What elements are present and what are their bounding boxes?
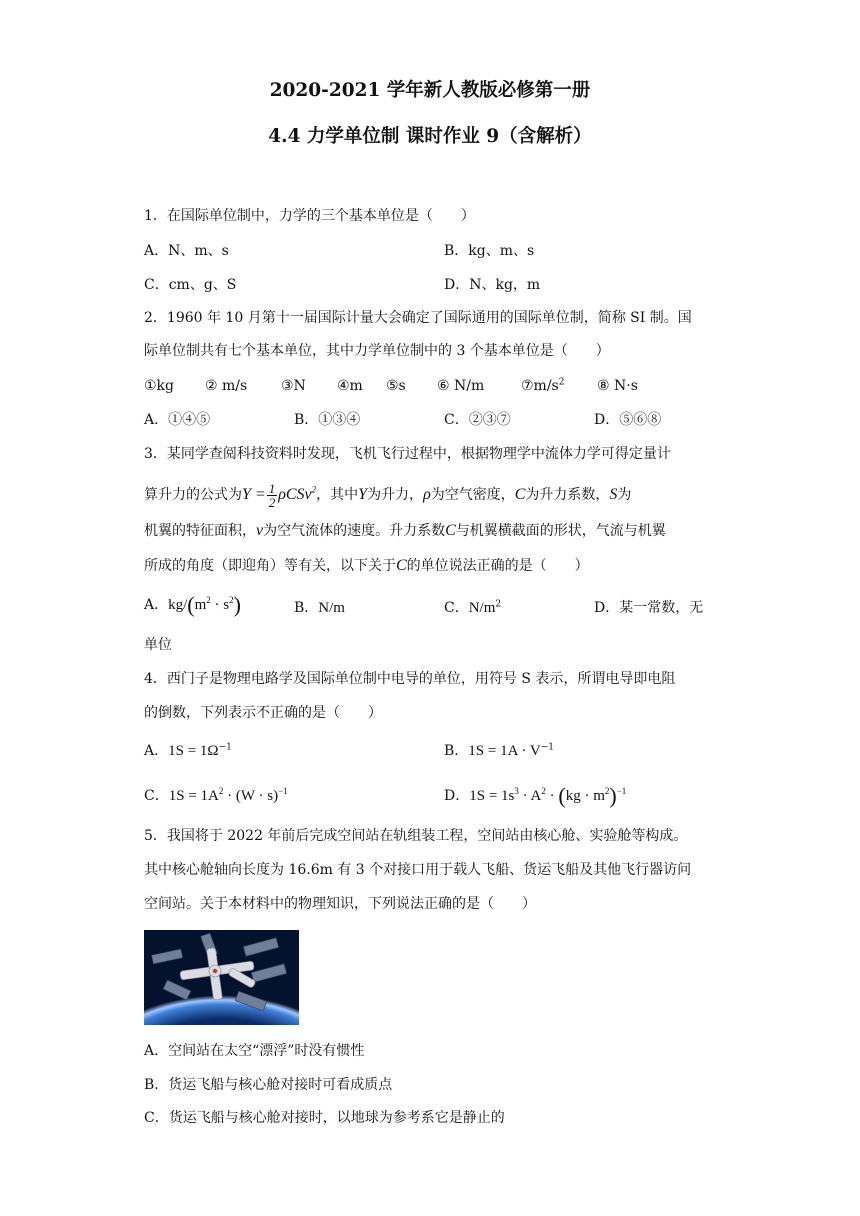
q2-unit-7: $⑦m/s^2$ [521,377,565,394]
q5-stem-line2: 其中核心舱轴向长度为 16.6m 有 3 个对接口用于载人飞船、货运飞船及其他飞行器访问 [144,862,692,878]
q4-option-a: A．$1S = 1\Omega^{-1}$ [144,742,232,759]
q4-stem-line1: 4．西门子是物理电路学及国际单位制中电导的单位，用符号 S 表示，所谓电导即电阻 [144,671,676,687]
q3-option-c: C．$N/m^2$ [444,599,502,616]
q1-option-c: C．cm、g、S [144,277,237,293]
q4-option-d: D．$1S = 1s^3 \cdot A^2 \cdot (kg \cdot m^2)^{-1}$ [444,783,627,808]
q2-unit-1: ①kg [144,378,174,394]
q5-stem-line1: 5．我国将于 2022 年前后完成空间站在轨组装工程，空间站由核心舱、实验舱等构成。 [144,828,688,844]
q2-unit-4: ④m [337,378,363,394]
q4-stem-line2: 的倒数，下列表示不正确的是（ ） [144,705,382,721]
q2-option-b: B．①③④ [294,412,361,428]
q3-option-a: A．$kg/(m^2 \cdot s^2)$ [144,592,241,617]
q3-stem-line4: 所成的角度（即迎角）等有关，以下关于C的单位说法正确的是（ ） [144,557,589,574]
q1-option-a: A．N、m、s [144,243,229,259]
q2-stem-line2: 际单位制共有七个基本单位，其中力学单位制中的 3 个基本单位是（ ） [144,343,610,359]
q2-option-d: D．⑤⑥⑧ [594,412,662,428]
q4-option-c: C．$1S = 1A^2 \cdot (W \cdot s)^{-1}$ [144,786,288,804]
q2-unit-5: ⑤s [386,378,406,394]
q2-unit-8: ⑧ N·s [597,378,638,394]
q3-stem-line3: 机翼的特征面积，v为空气流体的速度。升力系数C与机翼横截面的形状，气流与机翼 [144,522,666,539]
q2-unit-2: ② m/s [205,378,248,394]
q2-stem-line1: 2．1960 年 10 月第十一届国际计量大会确定了国际通用的国际单位制，简称 SI 制。国 [144,310,692,326]
q3-stem-line2: 算升力的公式为Y = $\frac{1}{2}$ ρCSv$^2$，其中Y为升力，ρ为空气密度，C为升力系数，S为 [144,480,632,510]
q3-option-b: B．N/m [294,600,345,616]
q3-stem-line1: 3．某同学查阅科技资料时发现，飞机飞行过程中，根据物理学中流体力学可得定量计 [144,446,671,462]
q5-option-b: B．货运飞船与核心舱对接时可看成质点 [144,1077,393,1093]
document-title-line2: 4.4 力学单位制 课时作业 9（含解析） [268,126,592,147]
lift-formula: Y = $\frac{1}{2}$ ρCSv$^2$ [242,480,317,510]
q2-option-c: C．②③⑦ [444,412,511,428]
q2-unit-3: ③N [281,378,306,394]
q5-option-a: A．空间站在太空“漂浮”时没有惯性 [144,1043,365,1059]
q5-stem-line3: 空间站。关于本材料中的物理知识，下列说法正确的是（ ） [144,896,536,912]
q4-option-b: B．$1S = 1A \cdot V^{-1}$ [444,742,554,759]
q3-option-d: D．某一常数，无 [594,600,704,616]
q2-option-a: A．①④⑤ [144,412,211,428]
document-title-line1: 2020-2021 学年新人教版必修第一册 [269,80,591,101]
q1-option-d: D．N、kg，m [444,277,541,293]
q1-stem: 1．在国际单位制中，力学的三个基本单位是（ ） [144,208,475,224]
q2-unit-6: ⑥ N/m [437,378,485,394]
space-station-image [144,930,299,1025]
q1-option-b: B．kg、m、s [444,243,535,259]
q5-option-c: C．货运飞船与核心舱对接时，以地球为参考系它是静止的 [144,1110,505,1126]
q3-option-d-continued: 单位 [144,637,172,653]
